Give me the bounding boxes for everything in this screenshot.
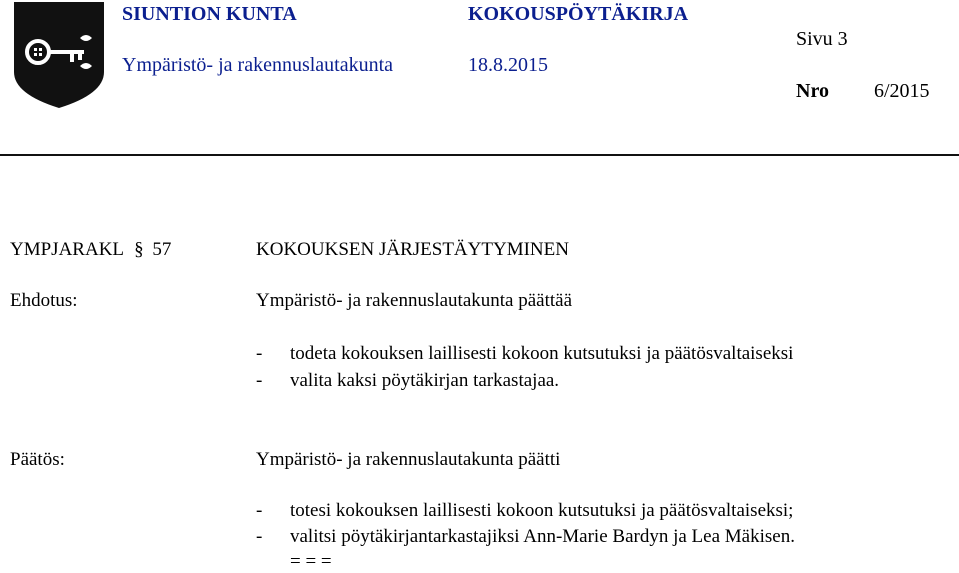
decision-intro: Ympäristö- ja rakennuslautakunta päätti [256, 449, 561, 470]
header-divider [0, 154, 959, 156]
page-number: Sivu 3 [796, 28, 848, 50]
nro-value: 6/2015 [874, 80, 930, 102]
decision-point-text: valitsi pöytäkirjantarkastajiksi Ann-Marie Bardyn ja Lea Mäkisen. [290, 526, 795, 547]
section-symbol: § [134, 239, 144, 260]
committee-name: Ympäristö- ja rakennuslautakunta [122, 54, 394, 76]
item-number: 57 [152, 239, 172, 260]
municipal-crest-logo [14, 2, 104, 110]
item-ref: YMPJARAKL [10, 239, 124, 260]
proposal-point: - valita kaksi pöytäkirjan tarkastajaa. [256, 370, 560, 391]
item-title: KOKOUKSEN JÄRJESTÄYTYMINEN [256, 239, 569, 260]
decision-point: - totesi kokouksen laillisesti kokoon kutsutuksi ja päätösvaltaiseksi; [256, 500, 794, 521]
end-mark: = = = [290, 551, 332, 572]
proposal-label: Ehdotus: [10, 290, 78, 311]
meeting-date: 18.8.2015 [468, 54, 548, 76]
nro-label: Nro [796, 80, 829, 102]
document-type: KOKOUSPÖYTÄKIRJA [468, 3, 689, 25]
decision-point-text: totesi kokouksen laillisesti kokoon kutsutuksi ja päätösvaltaiseksi; [290, 500, 794, 521]
proposal-point-text: todeta kokouksen laillisesti kokoon kutsutuksi ja päätösvaltaiseksi [290, 343, 794, 364]
decision-point: - valitsi pöytäkirjantarkastajiksi Ann-Marie Bardyn ja Lea Mäkisen. [256, 526, 795, 547]
item-reference [10, 239, 171, 261]
proposal-point: - todeta kokouksen laillisesti kokoon kutsutuksi ja päätösvaltaiseksi [256, 343, 794, 364]
proposal-intro: Ympäristö- ja rakennuslautakunta päättää [256, 290, 573, 311]
municipality-name: SIUNTION KUNTA [122, 3, 297, 25]
proposal-point-text: valita kaksi pöytäkirjan tarkastajaa. [290, 370, 560, 391]
decision-label: Päätös: [10, 449, 65, 470]
